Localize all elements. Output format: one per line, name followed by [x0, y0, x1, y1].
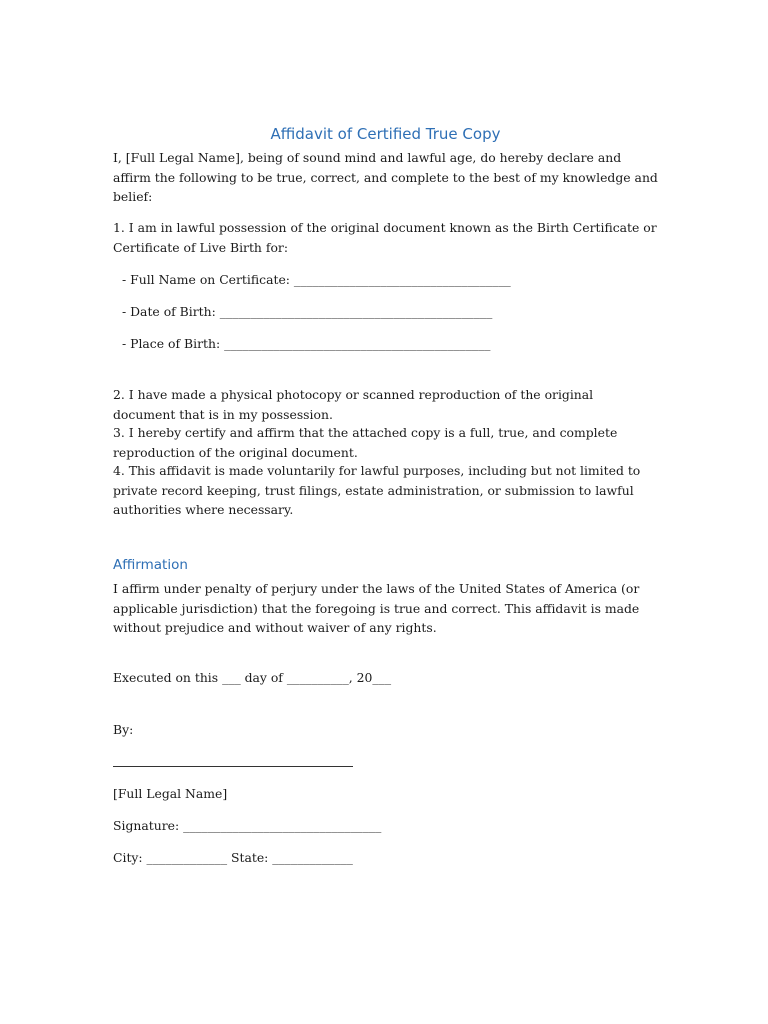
- full-legal-name-placeholder: [Full Legal Name]: [113, 786, 228, 801]
- item-4: 4. This affidavit is made voluntarily for lawful purposes, including but not limited to private record keeping, trust filings, estate administration, or submission to lawful authorities where necessary.: [113, 463, 641, 517]
- full-name-field: - Full Name on Certificate: ___________________________________: [122, 272, 511, 287]
- signature-line: Signature: ________________________________: [113, 818, 382, 833]
- place-of-birth-field: - Place of Birth: ___________________________________________: [122, 336, 491, 351]
- executed-line: Executed on this ___ day of __________, 20___: [113, 670, 392, 685]
- document-title: Affidavit of Certified True Copy: [270, 125, 501, 143]
- by-label: By:: [113, 722, 134, 737]
- affirmation-text: I affirm under penalty of perjury under the laws of the United States of America (or applicable jurisdiction) that the foregoing is true and correct. This affidavit is made without prejudice and without waiver of any rights.: [113, 581, 640, 635]
- signature-rule: [113, 766, 353, 767]
- intro-paragraph: I, [Full Legal Name], being of sound mind and lawful age, do hereby declare and affirm the following to be true, correct, and complete to the best of my knowledge and belief:: [113, 150, 658, 204]
- city-state-line: City: _____________ State: _____________: [113, 850, 353, 865]
- date-of-birth-field: - Date of Birth: ____________________________________________: [122, 304, 493, 319]
- item-1: 1. I am in lawful possession of the original document known as the Birth Certificate or Certificate of Live Birth for:: [113, 220, 657, 255]
- item-3: 3. I hereby certify and affirm that the attached copy is a full, true, and complete reproduction of the original document.: [113, 425, 618, 460]
- affirmation-heading: Affirmation: [113, 557, 188, 573]
- item-2: 2. I have made a physical photocopy or scanned reproduction of the original document that is in my possession.: [113, 387, 594, 422]
